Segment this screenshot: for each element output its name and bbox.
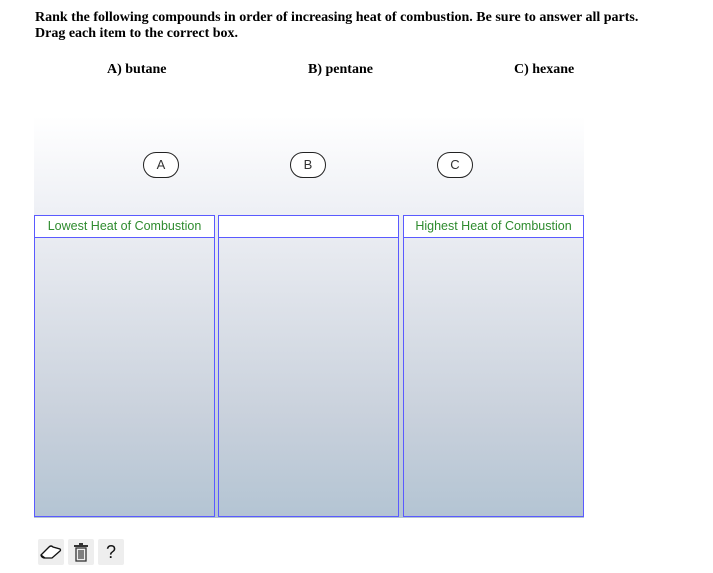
draggable-item-c[interactable]: C <box>437 152 473 178</box>
drop-box-lowest[interactable] <box>34 215 215 517</box>
eraser-icon <box>40 545 62 559</box>
trash-icon <box>73 542 89 562</box>
help-button[interactable] <box>98 539 124 565</box>
instructions-line-2: Drag each item to the correct box. <box>35 26 239 41</box>
draggable-item-a[interactable]: A <box>143 152 179 178</box>
clear-button[interactable] <box>68 539 94 565</box>
drop-box-header: Lowest Heat of Combustion <box>35 216 214 238</box>
toolbar <box>38 538 124 566</box>
drop-box-header <box>219 216 398 238</box>
draggable-item-b[interactable]: B <box>290 152 326 178</box>
instructions-line-1: Rank the following compounds in order of increasing heat of combustion. Be sure to answer all parts. <box>35 10 639 25</box>
instructions <box>35 10 695 42</box>
help-icon: ? <box>105 542 116 562</box>
compound-label-a: A) butane <box>107 62 167 77</box>
drop-box-middle[interactable] <box>218 215 399 517</box>
drop-box-highest[interactable] <box>403 215 584 517</box>
compound-label-b: B) pentane <box>308 62 373 77</box>
drop-box-header: Highest Heat of Combustion <box>404 216 583 238</box>
compound-label-c: C) hexane <box>514 62 575 77</box>
eraser-button[interactable] <box>38 539 64 565</box>
